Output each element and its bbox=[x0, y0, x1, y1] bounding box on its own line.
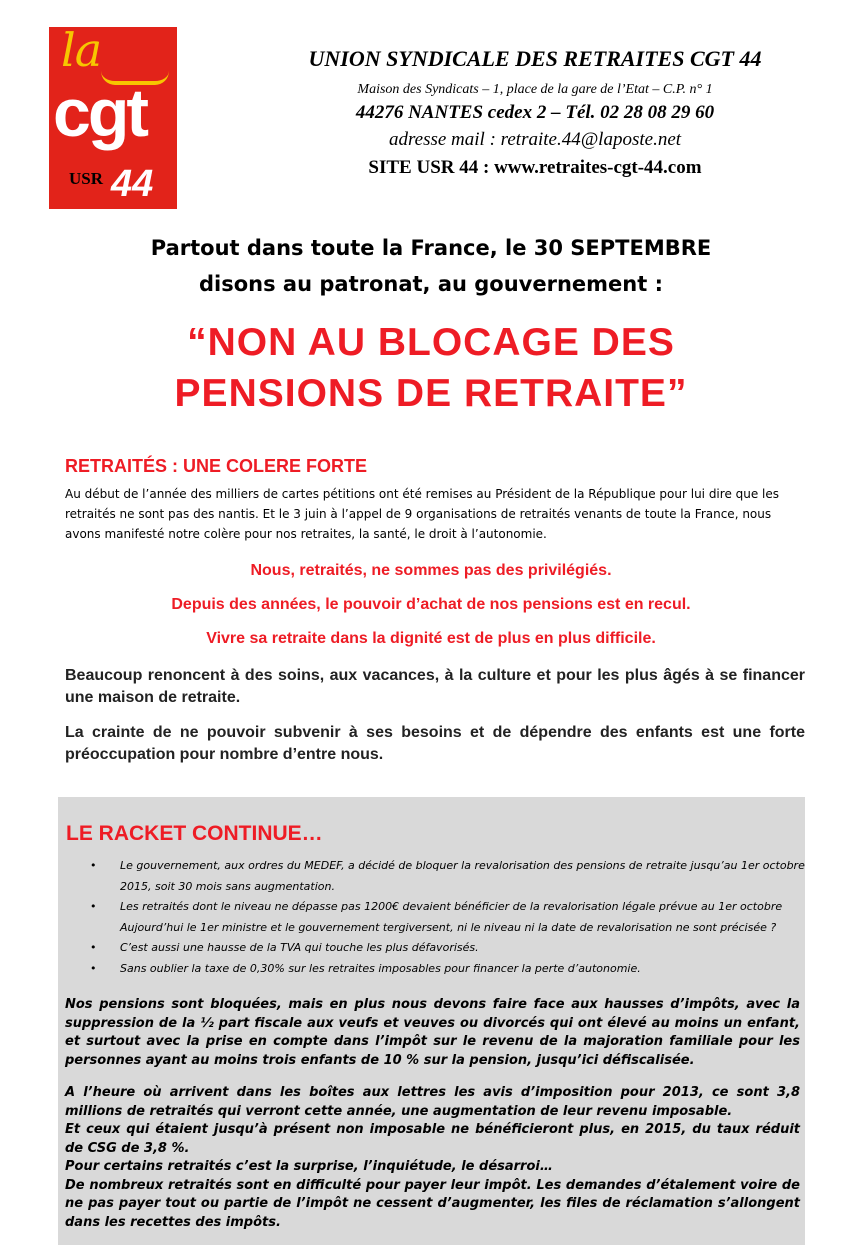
intro-line-2: disons au patronat, au gouvernement : bbox=[199, 272, 663, 296]
red-statement: Nous, retraités, ne sommes pas des privilégiés. bbox=[250, 562, 612, 579]
racket-line: A l’heure où arrivent dans les boîtes aux lettres les avis d’imposition pour 2013, ce sont 3,8 millions de retraités qui verront cette année, une augmentation de leur revenu imposable. bbox=[65, 1085, 800, 1119]
org-name: UNION SYNDICALE DES RETRAITES CGT 44 bbox=[308, 46, 762, 71]
section-title-racket: LE RACKET CONTINUE… bbox=[66, 822, 323, 845]
org-city-phone: 44276 NANTES cedex 2 – Tél. 02 28 08 29 60 bbox=[355, 102, 715, 123]
list-item-text: Les retraités dont le niveau ne dépasse pas 1200€ devaient bénéficier de la revalorisation légale prévue au 1er octobre Aujourd’hui le 1er ministre et le gouvernement tergiversent, ni le niveau ni la date de revalorisation ne sont précisée ? bbox=[120, 900, 783, 934]
cgt-usr44-logo bbox=[49, 27, 177, 209]
list-item-text: Le gouvernement, aux ordres du MEDEF, a décidé de bloquer la revalorisation des pensions de retraite jusqu’au 1er octobre 2015, soit 30 mois sans augmentation. bbox=[120, 859, 805, 893]
list-item-text: C’est aussi une hausse de la TVA qui touche les plus défavorisés. bbox=[120, 941, 479, 954]
bold-paragraph: La crainte de ne pouvoir subvenir à ses besoins et de dépendre des enfants est une forte préoccupation pour nombre d’entre nous. bbox=[65, 724, 805, 763]
bullet-icon: • bbox=[90, 900, 97, 913]
org-address: Maison des Syndicats – 1, place de la gare de l’Etat – C.P. n° 1 bbox=[357, 82, 713, 97]
racket-paragraph-taxes: Nos pensions sont bloquées, mais en plus nous devons faire face aux hausses d’impôts, avec la suppression de la ½ part fiscale aux veufs et veuves ou divorcés qui ont élevé au moins un enfant, et surtout avec la prise en compte dans l’impôt sur le revenu de la majoration familiale pour les personnes ayant au moins trois enfants de 10 % sur la pension, jusqu’ici défiscalisée. bbox=[65, 997, 800, 1068]
org-website: SITE USR 44 : www.retraites-cgt-44.com bbox=[368, 157, 702, 178]
red-statement: Depuis des années, le pouvoir d’achat de nos pensions est en recul. bbox=[171, 596, 691, 613]
list-item bbox=[90, 938, 810, 959]
org-email: adresse mail : retraite.44@laposte.net bbox=[388, 129, 682, 150]
racket-bullet-list bbox=[90, 856, 810, 979]
intro-line-1: Partout dans toute la France, le 30 SEPTEMBRE bbox=[150, 236, 712, 260]
racket-line: Pour certains retraités c’est la surprise, l’inquiétude, le désarroi… bbox=[65, 1159, 553, 1174]
racket-line: De nombreux retraités sont en difficulté pour payer leur impôt. Les demandes d’étalement voire de ne pas payer tout ou partie de l’impôt ne cessent d’augmenter, les files de réclamation s’allongent dans les recettes des impôts. bbox=[65, 1177, 800, 1230]
bullet-icon: • bbox=[90, 859, 97, 872]
list-item bbox=[90, 856, 810, 897]
bold-paragraph: Beaucoup renoncent à des soins, aux vacances, à la culture et pour les plus âgés à se financer une maison de retraite. bbox=[65, 667, 805, 706]
logo-la-text: la bbox=[61, 27, 102, 77]
section-paragraph: Au début de l’année des milliers de cartes pétitions ont été remises au Président de la République pour lui dire que les retraités ne sont pas des nantis. Et le 3 juin à l’appel de 9 organisations de retraités venants de toute la France, nous avons manifesté notre colère pour nos retraites, la santé, le droit à l’autonomie. bbox=[65, 487, 780, 541]
racket-paragraph-impots bbox=[65, 1084, 800, 1232]
list-item-text: Sans oublier la taxe de 0,30% sur les retraites imposables pour financer la perte d’autonomie. bbox=[120, 961, 641, 975]
bullet-icon: • bbox=[90, 961, 97, 975]
logo-cgt-text: cgt bbox=[53, 75, 146, 151]
list-item bbox=[90, 959, 810, 980]
headline-line-1: “NON AU BLOCAGE DES bbox=[187, 321, 675, 364]
red-statement: Vivre sa retraite dans la dignité est de plus en plus difficile. bbox=[206, 630, 656, 647]
section-title-colere: RETRAITÉS : UNE COLERE FORTE bbox=[65, 456, 368, 476]
racket-line: Et ceux qui étaient jusqu’à présent non imposable ne bénéficieront plus, en 2015, du taux réduit de CSG de 3,8 %. bbox=[65, 1122, 800, 1156]
logo-44-text: 44 bbox=[111, 163, 154, 205]
logo-usr-text: USR bbox=[69, 169, 104, 188]
headline-line-2: PENSIONS DE RETRAITE” bbox=[174, 372, 688, 415]
list-item bbox=[90, 897, 810, 938]
bullet-icon: • bbox=[90, 941, 97, 954]
